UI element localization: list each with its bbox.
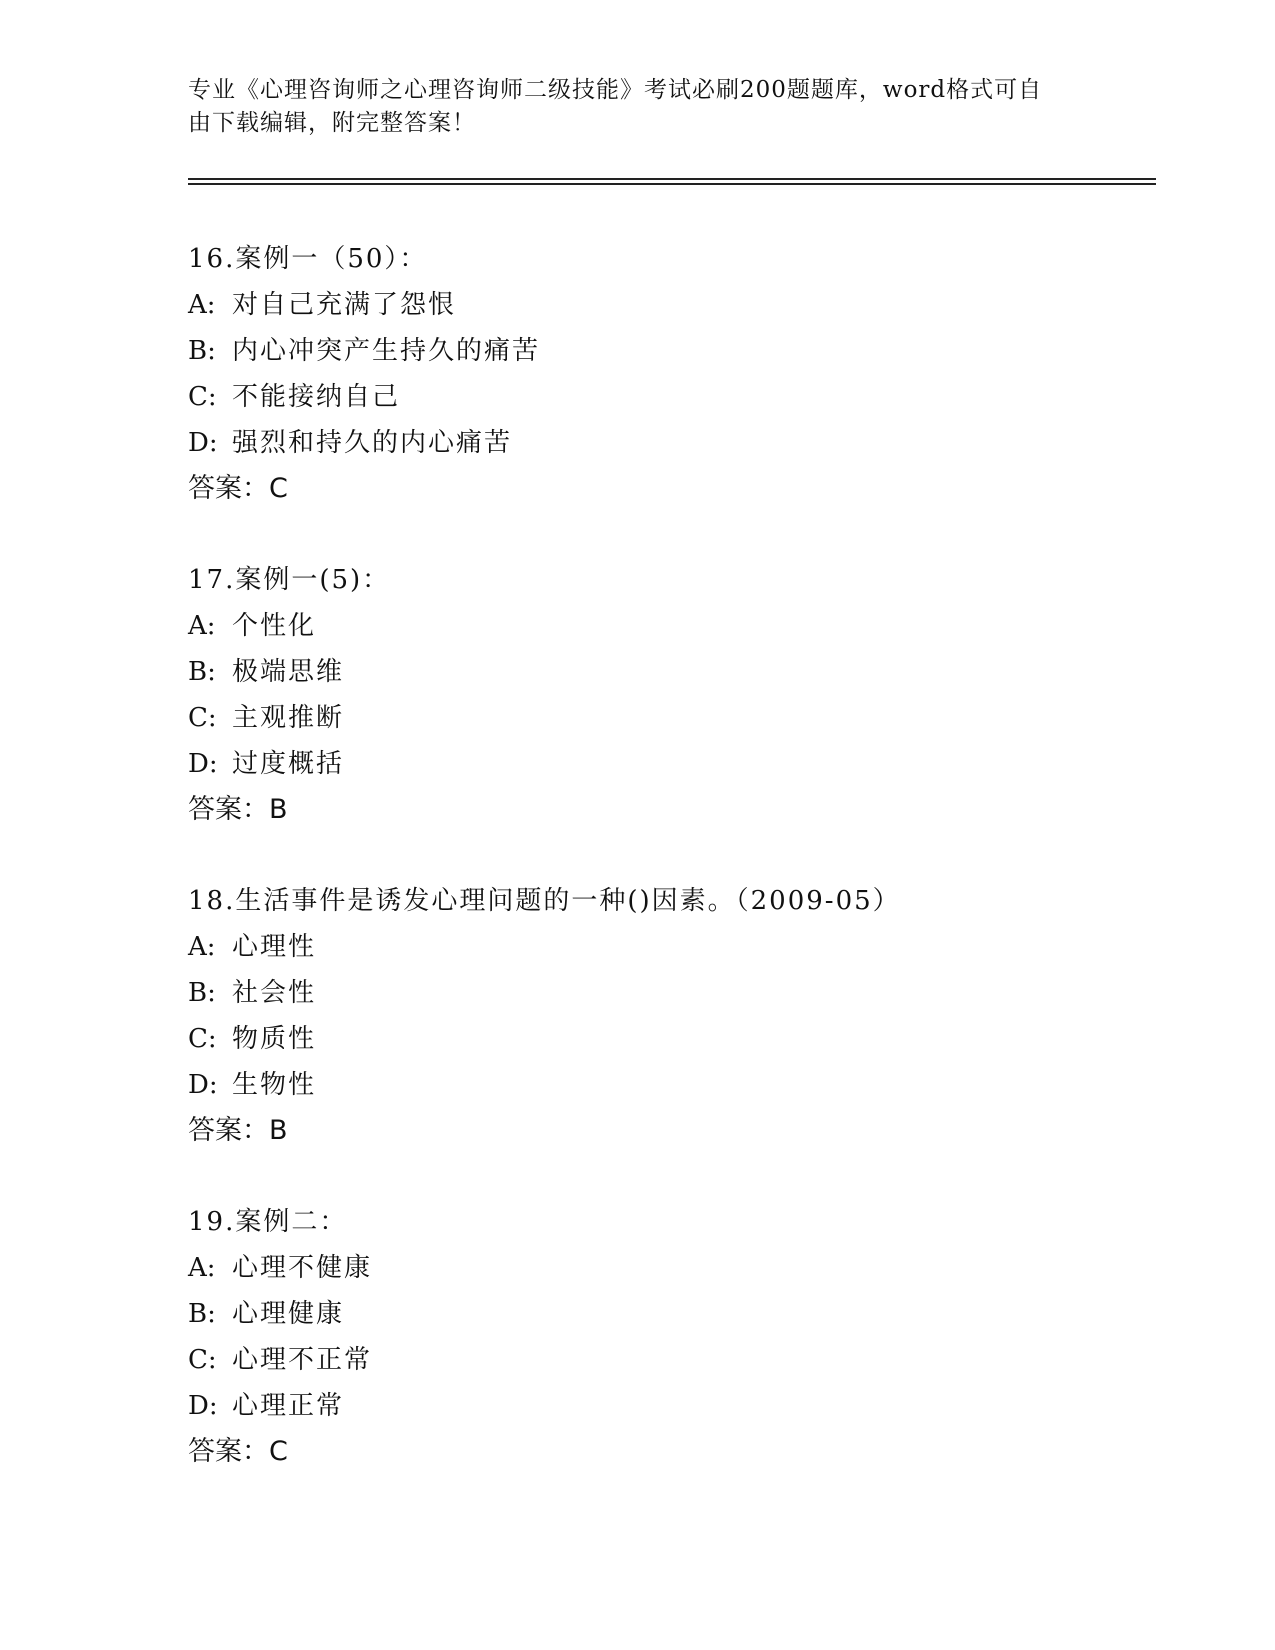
option-b	[188, 649, 1148, 695]
question-title: 19.案例二：	[188, 1207, 348, 1237]
option-letter: D:	[188, 749, 218, 779]
option-c	[188, 695, 1148, 741]
option-text: 心理不健康	[232, 1253, 373, 1283]
answer-line: 答案：B	[188, 794, 288, 825]
document-header	[188, 74, 1068, 140]
option-letter: B:	[188, 978, 216, 1008]
option-letter: A:	[188, 932, 216, 962]
option-text: 心理正常	[232, 1391, 345, 1421]
option-a	[188, 603, 1148, 649]
option-letter: B:	[188, 1299, 216, 1329]
option-text: 生物性	[232, 1070, 317, 1100]
option-letter: A:	[188, 611, 216, 641]
option-text: 社会性	[232, 978, 317, 1008]
option-c	[188, 1337, 1148, 1383]
option-text: 对自己充满了怨恨	[232, 290, 457, 320]
option-letter: D:	[188, 428, 218, 458]
question-title: 16.案例一（50）：	[188, 244, 428, 274]
option-text: 心理性	[232, 932, 317, 962]
option-text: 过度概括	[232, 749, 345, 779]
option-letter: B:	[188, 657, 216, 687]
option-text: 极端思维	[232, 657, 345, 687]
option-text: 不能接纳自己	[232, 382, 401, 412]
option-letter: B:	[188, 336, 216, 366]
option-text: 内心冲突产生持久的痛苦	[232, 336, 541, 366]
option-a	[188, 1245, 1148, 1291]
option-b	[188, 1291, 1148, 1337]
option-text: 强烈和持久的内心痛苦	[232, 428, 513, 458]
question-title: 17.案例一(5)：	[188, 565, 391, 595]
question-19	[188, 1199, 1148, 1475]
answer-line: 答案：C	[188, 473, 288, 504]
option-d	[188, 1383, 1148, 1429]
header-divider-top	[188, 178, 1156, 180]
option-d	[188, 420, 1148, 466]
question-18	[188, 878, 1148, 1154]
option-b	[188, 970, 1148, 1016]
question-17	[188, 557, 1148, 833]
option-letter: D:	[188, 1391, 218, 1421]
option-d	[188, 741, 1148, 787]
answer-line: 答案：B	[188, 1115, 288, 1146]
question-list	[188, 236, 1148, 1520]
header-line-2: 由下载编辑，附完整答案！	[188, 110, 476, 136]
option-text: 个性化	[232, 611, 317, 641]
question-16	[188, 236, 1148, 512]
option-letter: D:	[188, 1070, 218, 1100]
option-text: 心理健康	[232, 1299, 345, 1329]
answer-line: 答案：C	[188, 1436, 288, 1467]
option-letter: C:	[188, 382, 217, 412]
option-a	[188, 282, 1148, 328]
option-letter: A:	[188, 1253, 216, 1283]
header-line-1: 专业《心理咨询师之心理咨询师二级技能》考试必刷200题题库，word格式可自	[188, 77, 1043, 103]
question-title: 18.生活事件是诱发心理问题的一种()因素。（2009-05）	[188, 886, 901, 916]
option-a	[188, 924, 1148, 970]
option-text: 心理不正常	[232, 1345, 373, 1375]
option-d	[188, 1062, 1148, 1108]
option-c	[188, 1016, 1148, 1062]
option-text: 主观推断	[232, 703, 345, 733]
option-letter: C:	[188, 1024, 217, 1054]
option-letter: A:	[188, 290, 216, 320]
option-letter: C:	[188, 703, 217, 733]
header-divider-bottom	[188, 183, 1156, 185]
option-text: 物质性	[232, 1024, 317, 1054]
option-c	[188, 374, 1148, 420]
option-letter: C:	[188, 1345, 217, 1375]
option-b	[188, 328, 1148, 374]
